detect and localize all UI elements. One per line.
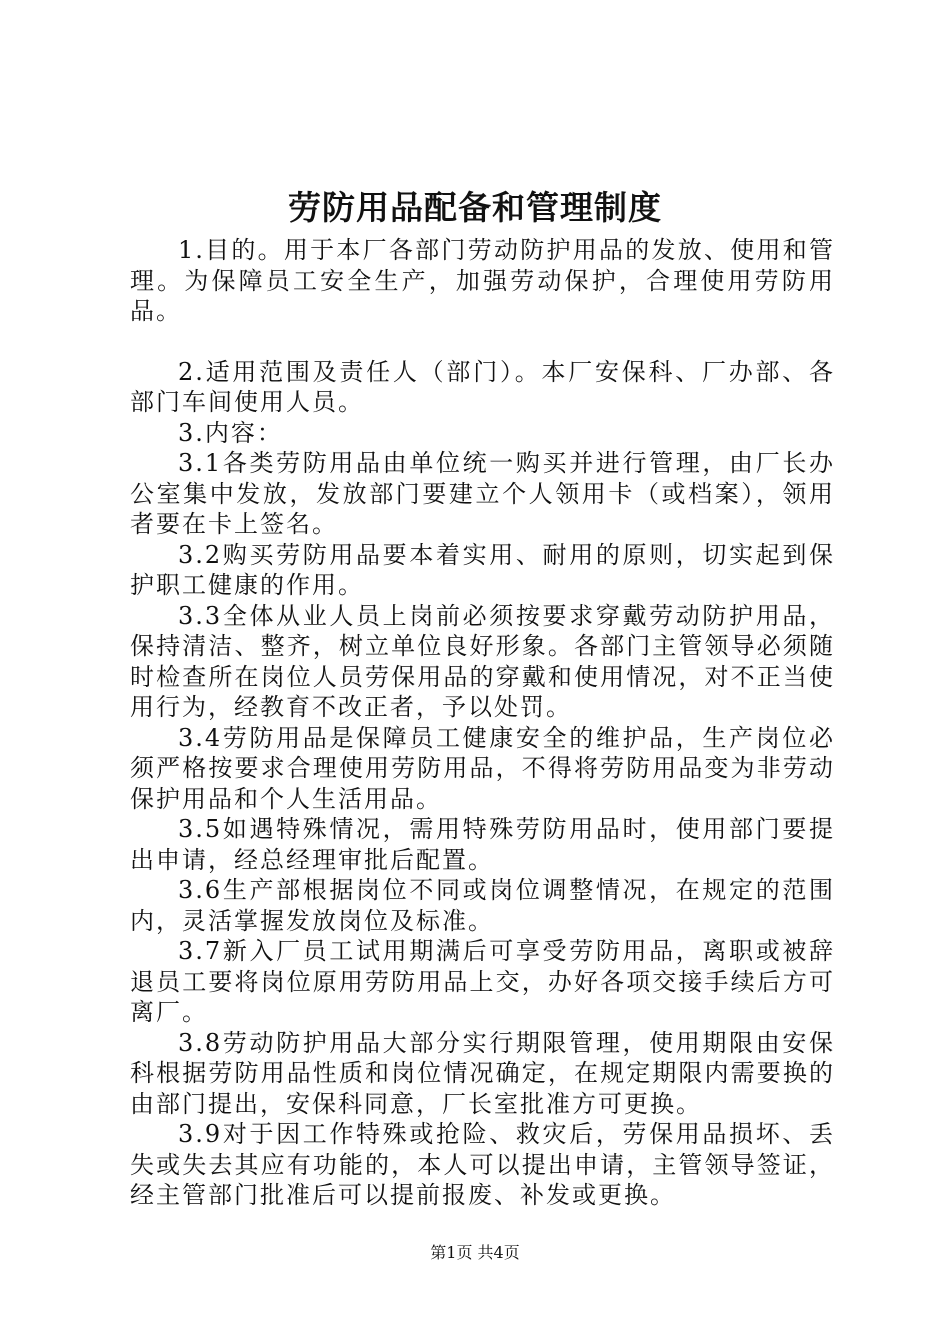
paragraph-scope: 2.适用范围及责任人（部门）。本厂安保科、厂办部、各部门车间使用人员。 <box>130 357 835 416</box>
paragraph-content-heading: 3.内容： <box>178 418 283 447</box>
paragraph-clause-3-9: 3.9对于因工作特殊或抢险、救灾后，劳保用品损坏、丢失或失去其应有功能的，本人可以提出申请，主管领导签证，经主管部门批准后可以提前报废、补发或更换。 <box>130 1120 835 1209</box>
paragraph-clause-3-3: 3.3全体从业人员上岗前必须按要求穿戴劳动防护用品，保持清洁、整齐，树立单位良好形象。各部门主管领导必须随时检查所在岗位人员劳保用品的穿戴和使用情况，对不正当使用行为，经教育不改正者，予以处罚。 <box>130 601 835 721</box>
paragraph-clause-3-5: 3.5如遇特殊情况，需用特殊劳防用品时，使用部门要提出申请，经总经理审批后配置。 <box>130 815 835 874</box>
paragraph-clause-3-4: 3.4劳防用品是保障员工健康安全的维护品，生产岗位必须严格按要求合理使用劳防用品，不得将劳防用品变为非劳动保护用品和个人生活用品。 <box>130 723 835 813</box>
paragraph-clause-3-2: 3.2购买劳防用品要本着实用、耐用的原则，切实起到保护职工健康的作用。 <box>130 540 835 599</box>
document-title: 劳防用品配备和管理制度 <box>288 188 662 227</box>
paragraph-clause-3-7: 3.7新入厂员工试用期满后可享受劳防用品，离职或被辞退员工要将岗位原用劳防用品上交，办好各项交接手续后方可离厂。 <box>130 937 835 1026</box>
paragraph-purpose: 1.目的。用于本厂各部门劳动防护用品的发放、使用和管理。为保障员工安全生产，加强劳动保护，合理使用劳防用品。 <box>130 236 835 325</box>
paragraph-clause-3-1: 3.1各类劳防用品由单位统一购买并进行管理，由厂长办公室集中发放，发放部门要建立个人领用卡（或档案），领用者要在卡上签名。 <box>130 449 835 538</box>
paragraph-clause-3-6: 3.6生产部根据岗位不同或岗位调整情况，在规定的范围内，灵活掌握发放岗位及标准。 <box>130 876 835 935</box>
document-body <box>130 235 835 1211</box>
page-number: 第1页 共4页 <box>430 1243 520 1262</box>
paragraph-clause-3-8: 3.8劳动防护用品大部分实行期限管理，使用期限由安保科根据劳防用品性质和岗位情况确定，在规定期限内需要换的由部门提出，安保科同意，厂长室批准方可更换。 <box>130 1028 835 1118</box>
